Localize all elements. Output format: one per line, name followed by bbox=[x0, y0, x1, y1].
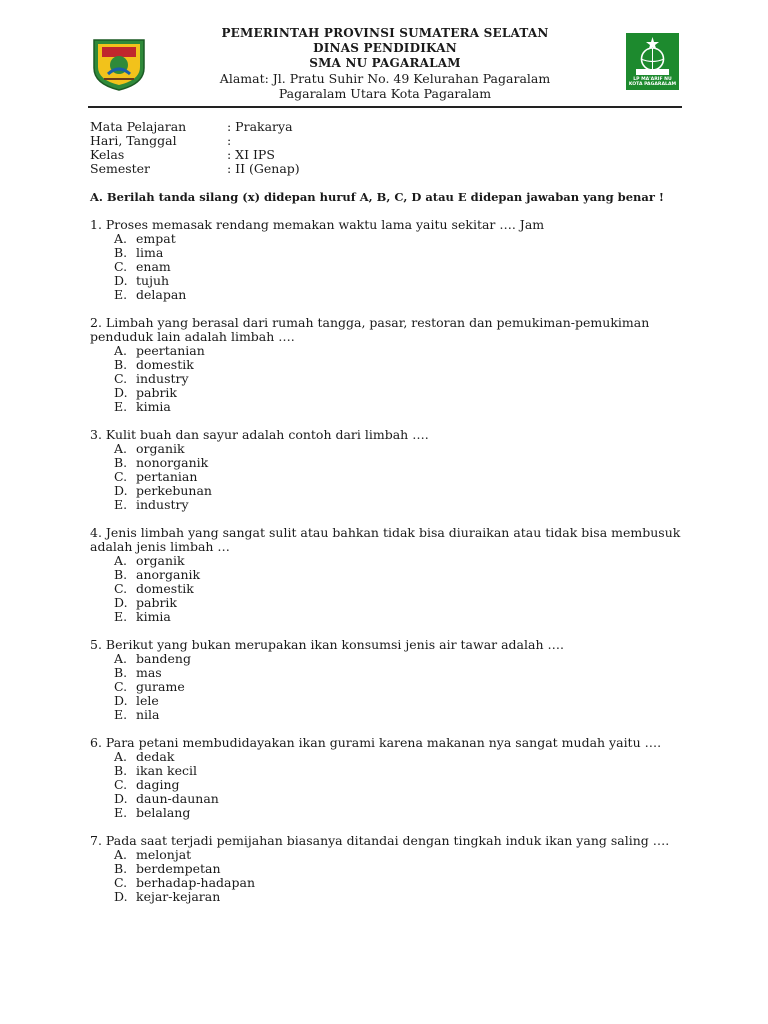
info-label: Mata Pelajaran bbox=[90, 119, 187, 134]
letterhead-department-line: DINAS PENDIDIKAN bbox=[313, 41, 457, 55]
option-letter: B. bbox=[114, 665, 128, 680]
answer-options bbox=[90, 750, 690, 820]
answer-option bbox=[90, 582, 690, 596]
info-value: : II (Genap) bbox=[227, 161, 300, 176]
option-text: organik bbox=[136, 441, 185, 456]
option-text: empat bbox=[136, 231, 176, 246]
lp-maarif-nu-logo-text: LP MA'ARIF NU KOTA PAGARALAM bbox=[628, 77, 677, 87]
option-text: melonjat bbox=[136, 847, 192, 862]
option-letter: E. bbox=[114, 399, 128, 414]
info-value: : Prakarya bbox=[227, 119, 293, 134]
info-label: Hari, Tanggal bbox=[90, 133, 177, 148]
question-4 bbox=[90, 526, 690, 624]
province-emblem-logo bbox=[90, 34, 148, 92]
exam-info bbox=[90, 120, 300, 176]
answer-option bbox=[90, 778, 690, 792]
question-7 bbox=[90, 834, 690, 904]
answer-option bbox=[90, 848, 690, 862]
question-list bbox=[90, 218, 690, 918]
option-letter: A. bbox=[114, 441, 128, 456]
answer-options bbox=[90, 344, 690, 414]
answer-options bbox=[90, 232, 690, 302]
letterhead-government-line: PEMERINTAH PROVINSI SUMATERA SELATAN bbox=[221, 26, 549, 40]
option-text: domestik bbox=[136, 357, 194, 372]
option-text: dedak bbox=[136, 749, 175, 764]
section-a-instruction: A. Berilah tanda silang (x) didepan huruf A, B, C, D atau E didepan jawaban yang benar ! bbox=[90, 190, 664, 204]
option-letter: A. bbox=[114, 651, 128, 666]
option-text: nonorganik bbox=[136, 455, 209, 470]
answer-option bbox=[90, 680, 690, 694]
letterhead-address-line: Alamat: Jl. Pratu Suhir No. 49 Kelurahan Pagaralam bbox=[219, 71, 551, 86]
letterhead-city-line: Pagaralam Utara Kota Pagaralam bbox=[278, 86, 492, 101]
answer-option bbox=[90, 554, 690, 568]
info-value: : bbox=[227, 133, 232, 148]
option-letter: A. bbox=[114, 343, 128, 358]
option-letter: B. bbox=[114, 357, 128, 372]
option-text: kimia bbox=[136, 609, 171, 624]
answer-option bbox=[90, 274, 690, 288]
option-text: bandeng bbox=[136, 651, 191, 666]
answer-option bbox=[90, 610, 690, 624]
question-text: 1. Proses memasak rendang memakan waktu lama yaitu sekitar …. Jam bbox=[90, 217, 545, 232]
option-letter: C. bbox=[114, 875, 128, 890]
answer-option bbox=[90, 344, 690, 358]
option-letter: D. bbox=[114, 791, 128, 806]
option-letter: C. bbox=[114, 679, 128, 694]
option-text: delapan bbox=[136, 287, 187, 302]
option-letter: E. bbox=[114, 497, 128, 512]
answer-option bbox=[90, 806, 690, 820]
option-text: berhadap-hadapan bbox=[136, 875, 256, 890]
option-letter: D. bbox=[114, 273, 128, 288]
answer-option bbox=[90, 694, 690, 708]
option-text: daging bbox=[136, 777, 180, 792]
option-text: daun-daunan bbox=[136, 791, 219, 806]
option-letter: C. bbox=[114, 371, 128, 386]
question-text: 4. Jenis limbah yang sangat sulit atau bahkan tidak bisa diuraikan atau tidak bisa membusuk adalah jenis limbah … bbox=[90, 525, 681, 554]
option-text: gurame bbox=[136, 679, 185, 694]
option-letter: B. bbox=[114, 567, 128, 582]
answer-option bbox=[90, 652, 690, 666]
answer-option bbox=[90, 358, 690, 372]
answer-option bbox=[90, 750, 690, 764]
option-text: tujuh bbox=[136, 273, 170, 288]
question-text: 3. Kulit buah dan sayur adalah contoh dari limbah …. bbox=[90, 427, 429, 442]
option-letter: A. bbox=[114, 847, 128, 862]
letterhead-school-line: SMA NU PAGARALAM bbox=[309, 56, 461, 70]
option-letter: D. bbox=[114, 693, 128, 708]
option-letter: E. bbox=[114, 805, 128, 820]
option-text: enam bbox=[136, 259, 171, 274]
option-letter: E. bbox=[114, 707, 128, 722]
option-letter: A. bbox=[114, 749, 128, 764]
option-text: industry bbox=[136, 497, 189, 512]
option-text: pabrik bbox=[136, 595, 178, 610]
option-letter: C. bbox=[114, 469, 128, 484]
letterhead-divider bbox=[88, 106, 682, 108]
option-text: lima bbox=[136, 245, 164, 260]
answer-option bbox=[90, 456, 690, 470]
answer-option bbox=[90, 498, 690, 512]
option-text: ikan kecil bbox=[136, 763, 198, 778]
option-letter: A. bbox=[114, 553, 128, 568]
option-letter: D. bbox=[114, 889, 128, 904]
option-letter: A. bbox=[114, 231, 128, 246]
option-letter: C. bbox=[114, 777, 128, 792]
answer-option bbox=[90, 470, 690, 484]
answer-option bbox=[90, 568, 690, 582]
answer-options bbox=[90, 652, 690, 722]
info-row-semester bbox=[90, 162, 300, 176]
option-text: berdempetan bbox=[136, 861, 221, 876]
question-text: 7. Pada saat terjadi pemijahan biasanya ditandai dengan tingkah induk ikan yang saling …. bbox=[90, 833, 670, 848]
option-text: kimia bbox=[136, 399, 171, 414]
info-row-subject bbox=[90, 120, 300, 134]
lp-maarif-nu-logo bbox=[626, 33, 679, 90]
question-5 bbox=[90, 638, 690, 722]
option-text: belalang bbox=[136, 805, 191, 820]
option-letter: B. bbox=[114, 245, 128, 260]
answer-option bbox=[90, 260, 690, 274]
option-text: nila bbox=[136, 707, 160, 722]
answer-option bbox=[90, 386, 690, 400]
answer-option bbox=[90, 372, 690, 386]
question-1 bbox=[90, 218, 690, 302]
option-letter: E. bbox=[114, 609, 128, 624]
info-row-class bbox=[90, 148, 300, 162]
answer-options bbox=[90, 848, 690, 904]
answer-option bbox=[90, 764, 690, 778]
question-6 bbox=[90, 736, 690, 820]
answer-option bbox=[90, 232, 690, 246]
answer-option bbox=[90, 862, 690, 876]
option-letter: B. bbox=[114, 763, 128, 778]
option-text: lele bbox=[136, 693, 159, 708]
question-3 bbox=[90, 428, 690, 512]
letterhead bbox=[0, 26, 768, 102]
option-text: perkebunan bbox=[136, 483, 212, 498]
answer-option bbox=[90, 876, 690, 890]
option-letter: B. bbox=[114, 861, 128, 876]
option-letter: C. bbox=[114, 259, 128, 274]
question-text: 2. Limbah yang berasal dari rumah tangga, pasar, restoran dan pemukiman-pemukiman penduduk lain adalah limbah …. bbox=[90, 315, 650, 344]
option-text: industry bbox=[136, 371, 189, 386]
answer-option bbox=[90, 246, 690, 260]
answer-option bbox=[90, 596, 690, 610]
option-letter: B. bbox=[114, 455, 128, 470]
option-text: domestik bbox=[136, 581, 194, 596]
info-label: Semester bbox=[90, 161, 151, 176]
info-label: Kelas bbox=[90, 147, 125, 162]
question-text: 6. Para petani membudidayakan ikan gurami karena makanan nya sangat mudah yaitu …. bbox=[90, 735, 662, 750]
answer-option bbox=[90, 442, 690, 456]
option-text: mas bbox=[136, 665, 162, 680]
answer-option bbox=[90, 890, 690, 904]
option-text: pertanian bbox=[136, 469, 198, 484]
option-letter: E. bbox=[114, 287, 128, 302]
option-letter: D. bbox=[114, 385, 128, 400]
answer-option bbox=[90, 288, 690, 302]
answer-option bbox=[90, 708, 690, 722]
answer-option bbox=[90, 666, 690, 680]
answer-options bbox=[90, 554, 690, 624]
answer-option bbox=[90, 484, 690, 498]
question-text: 5. Berikut yang bukan merupakan ikan konsumsi jenis air tawar adalah …. bbox=[90, 637, 564, 652]
option-letter: D. bbox=[114, 595, 128, 610]
info-row-date bbox=[90, 134, 300, 148]
option-text: peertanian bbox=[136, 343, 205, 358]
answer-option bbox=[90, 400, 690, 414]
answer-option bbox=[90, 792, 690, 806]
answer-options bbox=[90, 442, 690, 512]
option-text: anorganik bbox=[136, 567, 201, 582]
option-text: kejar-kejaran bbox=[136, 889, 221, 904]
question-2 bbox=[90, 316, 690, 414]
option-text: pabrik bbox=[136, 385, 178, 400]
option-letter: D. bbox=[114, 483, 128, 498]
info-value: : XI IPS bbox=[227, 147, 275, 162]
option-text: organik bbox=[136, 553, 185, 568]
option-letter: C. bbox=[114, 581, 128, 596]
